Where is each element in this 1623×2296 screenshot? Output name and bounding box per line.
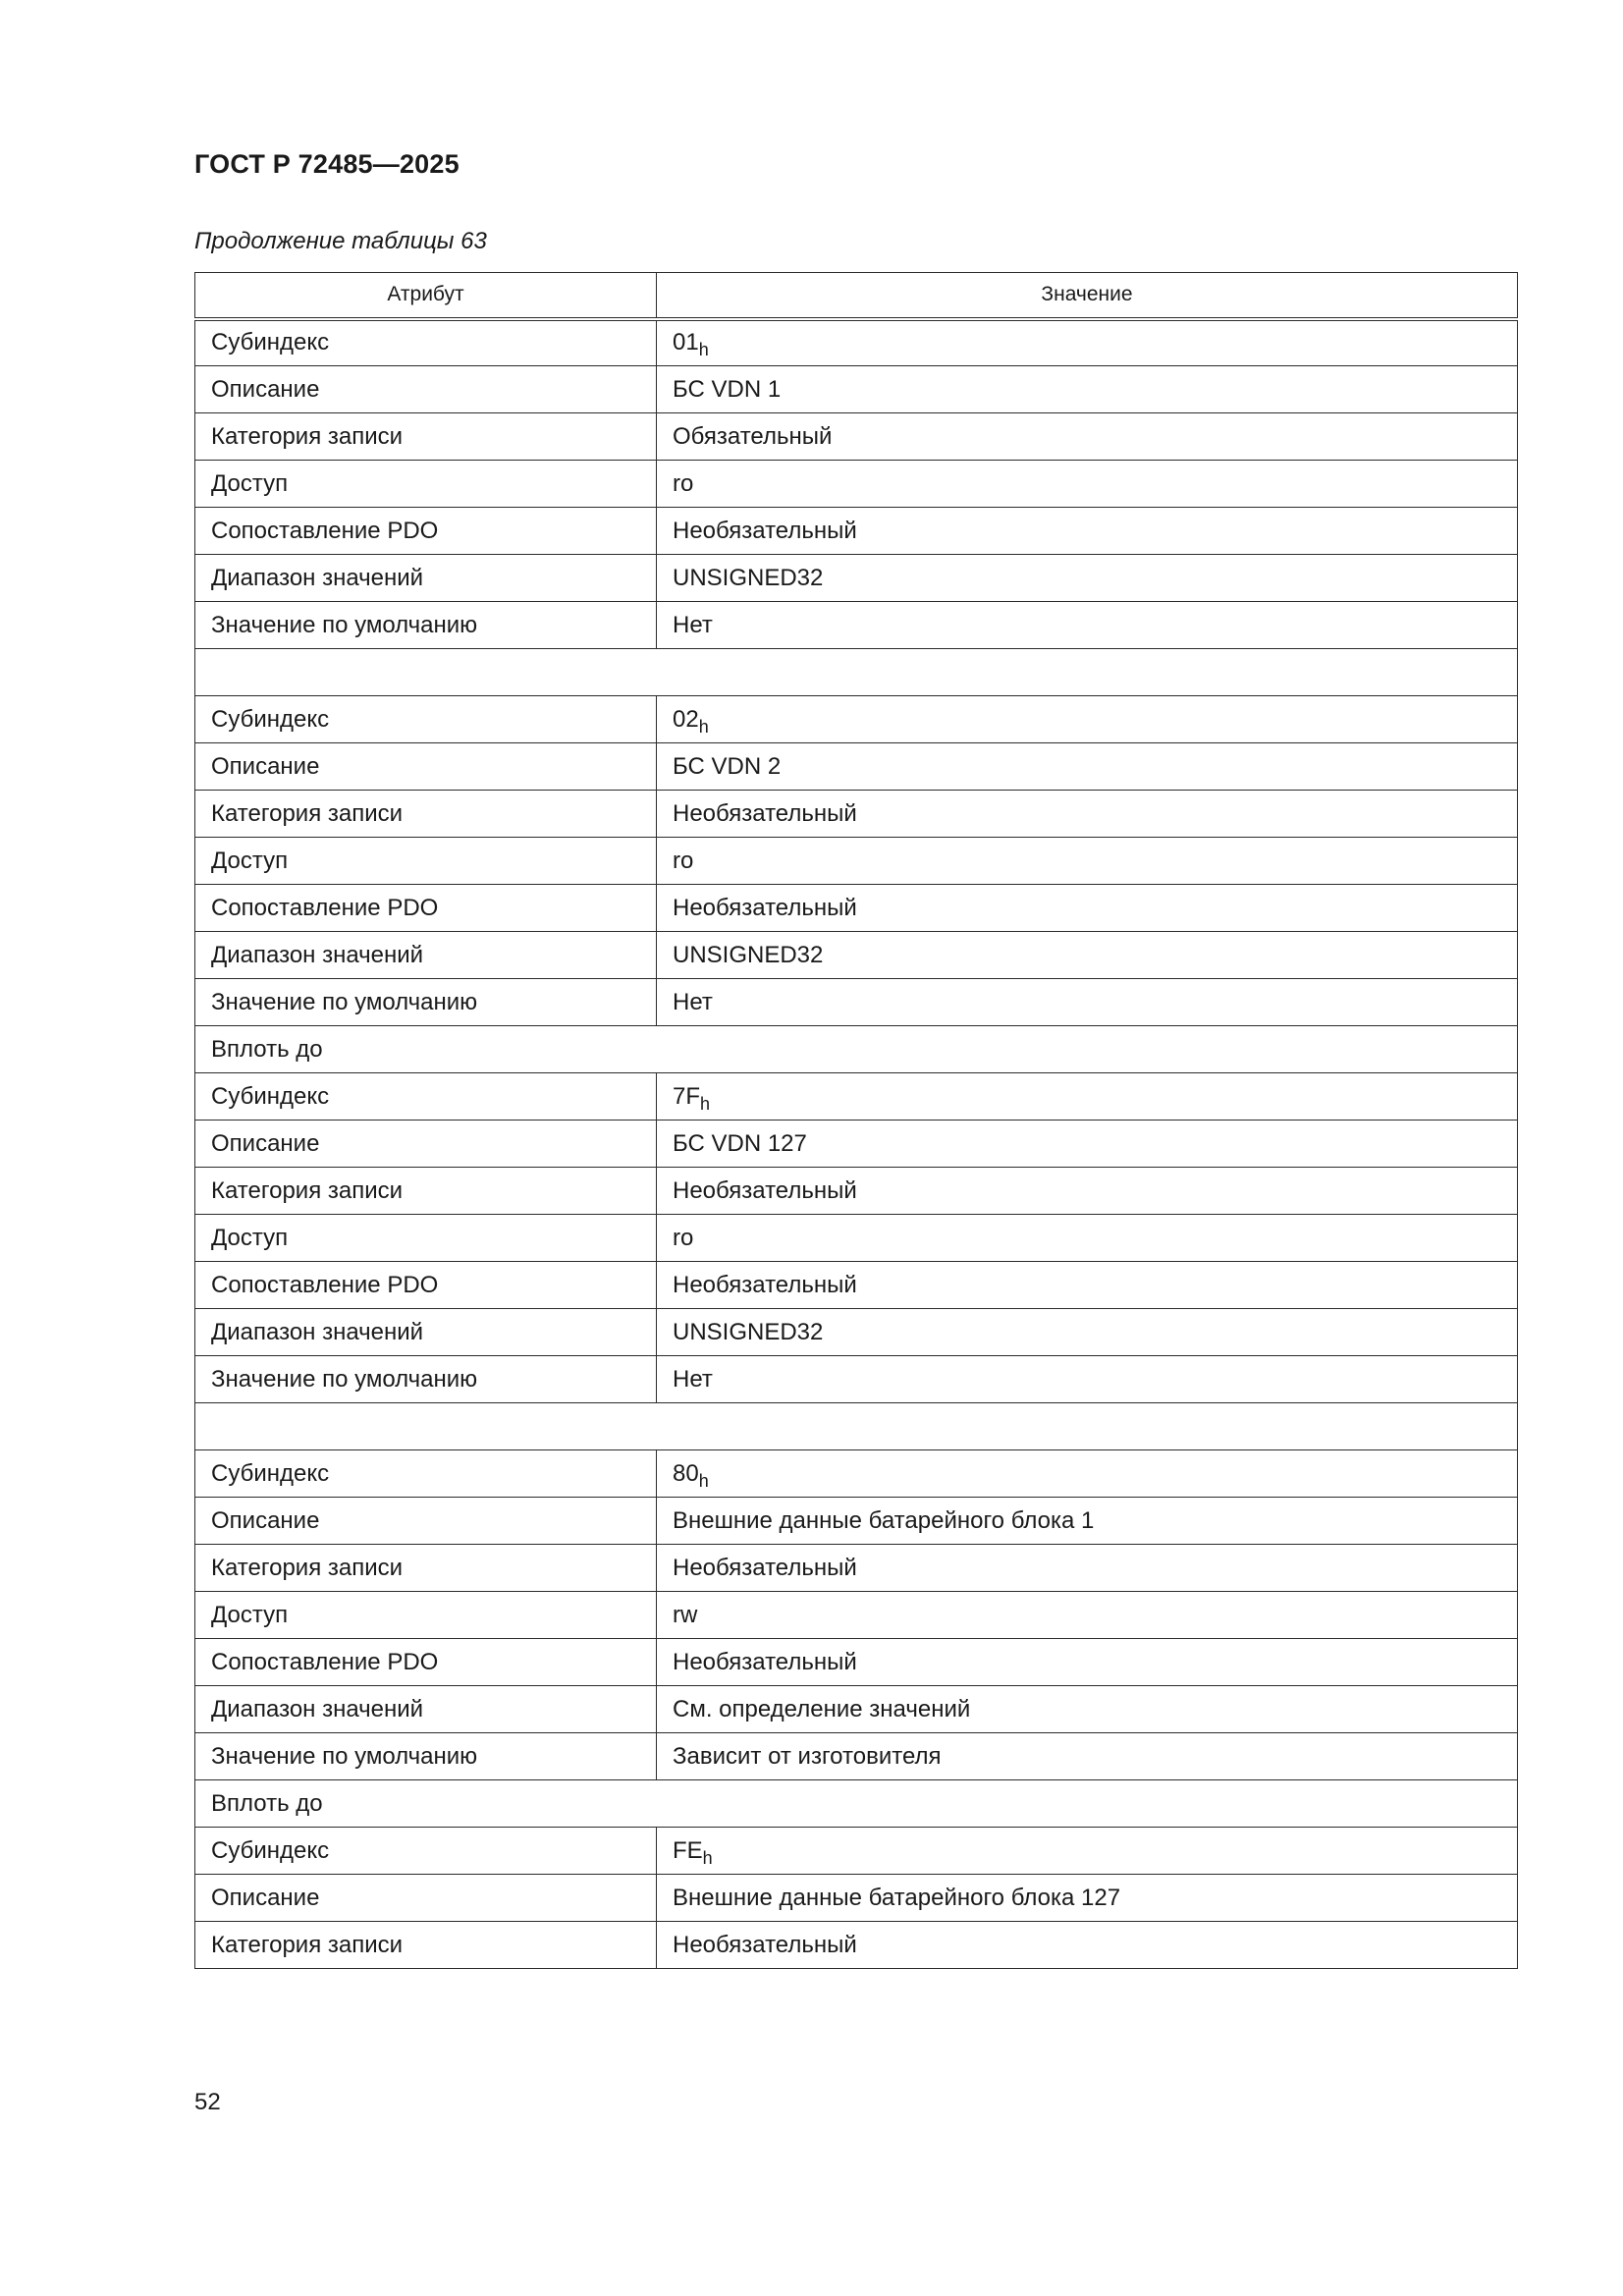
value-text: UNSIGNED32 xyxy=(673,941,824,968)
table-caption: Продолжение таблицы 63 xyxy=(194,228,487,254)
attribute-cell: Сопоставление PDO xyxy=(195,1639,657,1686)
table-row xyxy=(195,1686,1518,1733)
column-header-value: Значение xyxy=(657,273,1518,319)
attribute-cell: Сопоставление PDO xyxy=(195,508,657,555)
value-cell xyxy=(657,1498,1518,1545)
hex-suffix: h xyxy=(698,716,709,737)
header-row xyxy=(195,273,1518,319)
attribute-cell: Диапазон значений xyxy=(195,1309,657,1356)
value-text: FE xyxy=(673,1836,703,1864)
attribute-cell: Описание xyxy=(195,1498,657,1545)
value-text: 80 xyxy=(673,1459,699,1487)
value-text: Необязательный xyxy=(673,1176,857,1204)
table-row xyxy=(195,1545,1518,1592)
value-cell xyxy=(657,696,1518,743)
span-cell: Вплоть до xyxy=(195,1780,1518,1828)
value-cell xyxy=(657,932,1518,979)
value-text: ro xyxy=(673,469,694,497)
attribute-cell: Категория записи xyxy=(195,1545,657,1592)
value-text: Нет xyxy=(673,611,713,638)
table-row xyxy=(195,1922,1518,1969)
value-text: Необязательный xyxy=(673,894,857,921)
table-row xyxy=(195,602,1518,649)
attribute-cell: Доступ xyxy=(195,1592,657,1639)
value-cell xyxy=(657,413,1518,461)
value-cell xyxy=(657,1450,1518,1498)
table-row xyxy=(195,1073,1518,1121)
value-cell xyxy=(657,1215,1518,1262)
value-text: Необязательный xyxy=(673,1271,857,1298)
table-row-span xyxy=(195,649,1518,696)
attribute-cell: Субиндекс xyxy=(195,1450,657,1498)
attribute-cell: Доступ xyxy=(195,838,657,885)
value-cell xyxy=(657,1639,1518,1686)
hex-suffix: h xyxy=(702,1847,713,1868)
value-text: Необязательный xyxy=(673,517,857,544)
table-row xyxy=(195,791,1518,838)
table-row xyxy=(195,743,1518,791)
table-body xyxy=(195,319,1518,1969)
attribute-cell: Значение по умолчанию xyxy=(195,1733,657,1780)
span-cell: Вплоть до xyxy=(195,1026,1518,1073)
table-row xyxy=(195,319,1518,366)
value-cell xyxy=(657,1592,1518,1639)
attribute-cell: Описание xyxy=(195,1121,657,1168)
table-row xyxy=(195,979,1518,1026)
attribute-cell: Субиндекс xyxy=(195,1073,657,1121)
attribute-table xyxy=(194,272,1518,1969)
value-text: 7F xyxy=(673,1082,701,1110)
attribute-cell: Значение по умолчанию xyxy=(195,979,657,1026)
attribute-cell: Категория записи xyxy=(195,1922,657,1969)
table-row xyxy=(195,1450,1518,1498)
table-row xyxy=(195,885,1518,932)
value-text: Нет xyxy=(673,988,713,1015)
value-text: Внешние данные батарейного блока 127 xyxy=(673,1884,1121,1911)
table-row xyxy=(195,1733,1518,1780)
value-cell xyxy=(657,1168,1518,1215)
attribute-cell: Субиндекс xyxy=(195,696,657,743)
value-text: Обязательный xyxy=(673,422,833,450)
attribute-cell: Диапазон значений xyxy=(195,932,657,979)
value-text: БС VDN 127 xyxy=(673,1129,807,1157)
attribute-cell: Значение по умолчанию xyxy=(195,1356,657,1403)
value-cell xyxy=(657,602,1518,649)
value-cell xyxy=(657,791,1518,838)
table-row xyxy=(195,838,1518,885)
span-cell xyxy=(195,1403,1518,1450)
value-text: 02 xyxy=(673,705,699,733)
value-text: БС VDN 2 xyxy=(673,752,782,780)
table-row xyxy=(195,1309,1518,1356)
table-row xyxy=(195,555,1518,602)
attribute-cell: Субиндекс xyxy=(195,1828,657,1875)
attribute-cell: Описание xyxy=(195,1875,657,1922)
value-cell xyxy=(657,508,1518,555)
table-header xyxy=(195,273,1518,319)
value-text: UNSIGNED32 xyxy=(673,1318,824,1345)
attribute-cell: Сопоставление PDO xyxy=(195,885,657,932)
attribute-cell: Категория записи xyxy=(195,1168,657,1215)
table-row xyxy=(195,1262,1518,1309)
value-cell xyxy=(657,1073,1518,1121)
attribute-cell: Описание xyxy=(195,743,657,791)
attribute-cell: Субиндекс xyxy=(195,319,657,366)
attribute-cell: Категория записи xyxy=(195,791,657,838)
value-text: ro xyxy=(673,1224,694,1251)
value-cell xyxy=(657,838,1518,885)
page-number: 52 xyxy=(194,2089,221,2115)
value-text: См. определение значений xyxy=(673,1695,971,1722)
table-row xyxy=(195,1592,1518,1639)
table-row-span xyxy=(195,1403,1518,1450)
value-cell xyxy=(657,1545,1518,1592)
value-cell xyxy=(657,979,1518,1026)
value-cell xyxy=(657,461,1518,508)
value-text: БС VDN 1 xyxy=(673,375,782,403)
value-text: Внешние данные батарейного блока 1 xyxy=(673,1506,1095,1534)
value-text: ro xyxy=(673,847,694,874)
document-code: ГОСТ Р 72485—2025 xyxy=(194,149,460,179)
table-row xyxy=(195,932,1518,979)
table-row xyxy=(195,366,1518,413)
attribute-cell: Категория записи xyxy=(195,413,657,461)
value-cell xyxy=(657,1121,1518,1168)
table-row xyxy=(195,1121,1518,1168)
attribute-cell: Значение по умолчанию xyxy=(195,602,657,649)
column-header-attribute: Атрибут xyxy=(195,273,657,319)
table-row xyxy=(195,1828,1518,1875)
value-cell xyxy=(657,1309,1518,1356)
value-cell xyxy=(657,1733,1518,1780)
table-row xyxy=(195,1168,1518,1215)
value-cell xyxy=(657,1922,1518,1969)
table-row xyxy=(195,508,1518,555)
attribute-cell: Доступ xyxy=(195,461,657,508)
hex-suffix: h xyxy=(698,1470,709,1491)
table-row xyxy=(195,1875,1518,1922)
value-text: Необязательный xyxy=(673,799,857,827)
value-cell xyxy=(657,1686,1518,1733)
table-row xyxy=(195,696,1518,743)
value-text: Необязательный xyxy=(673,1931,857,1958)
value-text: rw xyxy=(673,1601,698,1628)
table-row-span xyxy=(195,1026,1518,1073)
attribute-cell: Сопоставление PDO xyxy=(195,1262,657,1309)
hex-suffix: h xyxy=(700,1093,711,1114)
value-cell xyxy=(657,885,1518,932)
value-text: Зависит от изготовителя xyxy=(673,1742,942,1770)
value-text: Необязательный xyxy=(673,1648,857,1675)
table-row xyxy=(195,1356,1518,1403)
value-cell xyxy=(657,319,1518,366)
value-cell xyxy=(657,1828,1518,1875)
table-row-span xyxy=(195,1780,1518,1828)
value-text: UNSIGNED32 xyxy=(673,564,824,591)
attribute-cell: Описание xyxy=(195,366,657,413)
value-cell xyxy=(657,1875,1518,1922)
span-cell xyxy=(195,649,1518,696)
table-row xyxy=(195,1498,1518,1545)
attribute-cell: Диапазон значений xyxy=(195,555,657,602)
attribute-cell: Доступ xyxy=(195,1215,657,1262)
table-row xyxy=(195,461,1518,508)
value-cell xyxy=(657,1356,1518,1403)
value-cell xyxy=(657,743,1518,791)
value-cell xyxy=(657,555,1518,602)
attribute-cell: Диапазон значений xyxy=(195,1686,657,1733)
hex-suffix: h xyxy=(698,340,709,360)
table-row xyxy=(195,1215,1518,1262)
value-cell xyxy=(657,1262,1518,1309)
value-text: Необязательный xyxy=(673,1554,857,1581)
value-cell xyxy=(657,366,1518,413)
value-text: 01 xyxy=(673,329,699,356)
table-row xyxy=(195,413,1518,461)
table-row xyxy=(195,1639,1518,1686)
value-text: Нет xyxy=(673,1365,713,1393)
